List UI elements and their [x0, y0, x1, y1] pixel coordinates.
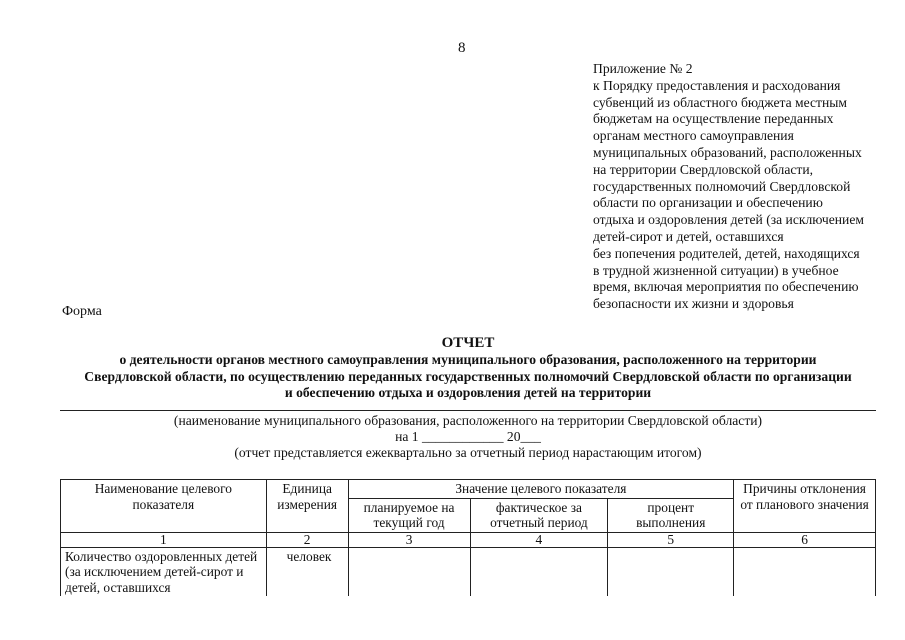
page-number: 8 — [458, 40, 466, 56]
cell-actual — [470, 547, 608, 596]
report-title-block — [60, 334, 876, 402]
header-planned: планируемое на текущий год — [348, 498, 470, 532]
appendix-line: безопасности их жизни и здоровья — [593, 296, 794, 312]
column-number: 5 — [608, 532, 734, 547]
municipality-fill-line — [60, 410, 876, 411]
municipality-hint: (наименование муниципального образования, расположенного на территории Свердловской области) — [173, 413, 763, 428]
date-line: на 1 ____________ 20___ — [395, 429, 541, 444]
cell-unit: человек — [266, 547, 348, 596]
header-percent: процент выполнения — [608, 498, 734, 532]
table-number-row — [61, 532, 876, 547]
appendix-line: бюджетам на осуществление переданных — [593, 111, 834, 127]
report-table — [60, 479, 876, 596]
period-note: (отчет представляется ежеквартально за отчетный период нарастающим итогом) — [234, 445, 702, 460]
cell-percent — [608, 547, 734, 596]
appendix-line: без попечения родителей, детей, находящихся — [593, 245, 860, 261]
appendix-line: к Порядку предоставления и расходования — [593, 77, 841, 93]
column-number: 4 — [470, 532, 608, 547]
appendix-line: отдыха и оздоровления детей (за исключением — [593, 212, 864, 228]
header-reasons: Причины отклонения от планового значения — [734, 480, 876, 533]
report-subtitle-line: о деятельности органов местного самоуправления муниципального образования, расположенного на территории — [119, 352, 817, 367]
table-header-row — [61, 480, 876, 499]
column-number: 2 — [266, 532, 348, 547]
header-actual: фактическое за отчетный период — [470, 498, 608, 532]
appendix-line: области по организации и обеспечению — [593, 195, 823, 211]
report-title: ОТЧЕТ — [441, 335, 495, 351]
cell-reasons — [734, 547, 876, 596]
appendix-line: муниципальных образований, расположенных — [593, 144, 862, 160]
report-notes — [60, 413, 876, 461]
appendix-line: детей-сирот и детей, оставшихся — [593, 228, 784, 244]
header-unit: Единица измерения — [266, 480, 348, 533]
header-value-group: Значение целевого показателя — [348, 480, 734, 499]
appendix-line: на территории Свердловской области, — [593, 161, 814, 177]
report-subtitle-line: и обеспечению отдыха и оздоровления детей на территории — [284, 385, 652, 400]
column-number: 3 — [348, 532, 470, 547]
header-indicator: Наименование целевого показателя — [61, 480, 267, 533]
appendix-header — [593, 61, 893, 313]
appendix-line: в трудной жизненной ситуации) в учебное — [593, 262, 839, 278]
table-row — [61, 547, 876, 596]
report-subtitle-line: Свердловской области, по осуществлению переданных государственных полномочий Свердловской области по организации — [84, 368, 852, 384]
cell-planned — [348, 547, 470, 596]
appendix-line: государственных полномочий Свердловской — [593, 178, 851, 194]
appendix-line: субвенций из областного бюджета местным — [593, 94, 848, 110]
column-number: 6 — [734, 532, 876, 547]
appendix-line: органам местного самоуправления — [593, 128, 794, 144]
appendix-line: время, включая мероприятия по обеспечению — [593, 279, 859, 295]
cell-indicator: Количество оздоровленных детей (за исключением детей-сирот и детей, оставшихся — [61, 547, 267, 596]
column-number: 1 — [61, 532, 267, 547]
appendix-line: Приложение № 2 — [593, 61, 693, 76]
form-label: Форма — [62, 304, 102, 319]
